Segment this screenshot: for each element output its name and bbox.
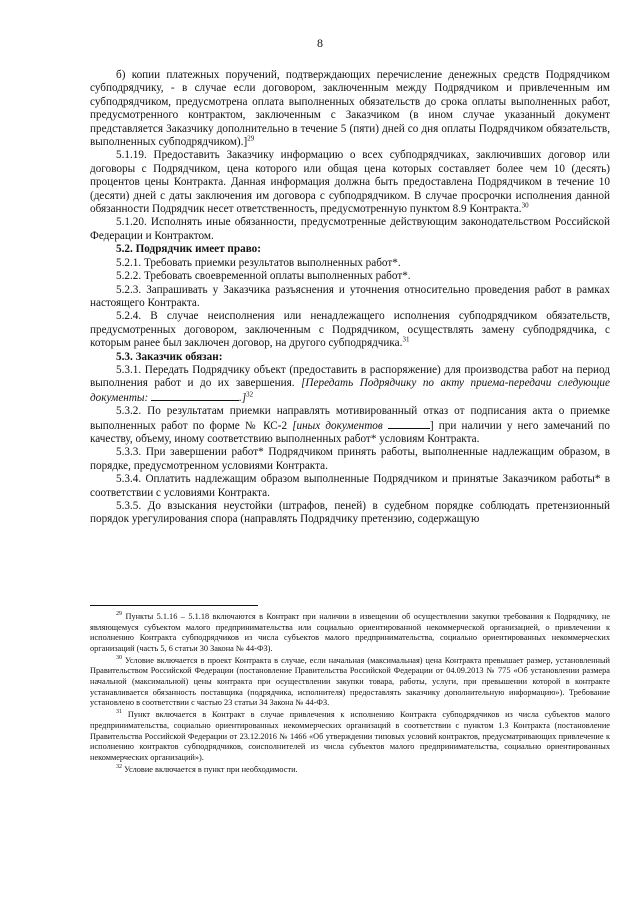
- footnote-32: $^{32}$ Условие включается в пункт при необходимости.: [116, 764, 298, 774]
- paragraph: 5.2.3. Запрашивать у Заказчика разъяснения и уточнения относительно проведения работ в рамках настоящего Контракта.: [90, 283, 610, 309]
- footnotes: [90, 612, 610, 777]
- footnote-number: 32: [116, 764, 122, 771]
- paragraph: 5.3.4. Оплатить надлежащим образом выполненные Подрядчиком и принятые Заказчиком работы* в соответствии с условиями Контракта.: [90, 473, 610, 499]
- document-body: [90, 69, 610, 527]
- footnote-ref-30[interactable]: 30: [521, 201, 529, 210]
- fill-in-blank[interactable]: [151, 391, 239, 401]
- paragraph-5-3-2: 5.3.2. По результатам приемки направлять мотивированный отказ от подписания акта о приемке выполненных работ по форме № КС-2 [иных документов ] при наличии у него замечаний по качеству, объему, иному соответствию выполненных работ* условиям Контракта.: [90, 405, 610, 445]
- footnote-ref-31[interactable]: 31: [402, 335, 410, 344]
- footnote-30: $^{30}$ Условие включается в проект Контракта в случае, если начальная (максимальная) цена Контракта превышает размер, установленный Правительством Российской Федерации (постановление Правительства Российской Федерации от 04.09.2013 № 775 «Об установлении размера начальной (максимальной) цены контракта при осуществлении закупки товара, работы, услуги, при превышении которой в контракте устанавливается обязанность поставщика (подрядчика, исполнителя) предоставлять заказчику дополнительную информацию»). Требование установлено в соответствии с частью 23 статьи 34 Закона № 44-ФЗ.: [90, 655, 610, 708]
- paragraph-5-3-1: 5.3.1. Передать Подрядчику объект (предоставить в распоряжение) для производства работ на период выполнения работ и до их завершения. [Передать Подрядчику по акту приема-передачи следующие документы: .]$^{32}$: [90, 363, 610, 404]
- paragraph: 5.3.3. При завершении работ* Подрядчиком принять работы, выполненные надлежащим образом, в порядке, предусмотренном условиями Контракта.: [90, 446, 610, 472]
- paragraph-group-clauses-5-3: [90, 446, 610, 526]
- paragraph: 5.1.19. Предоставить Заказчику информацию о всех субподрядчиках, заключивших договор или договоры с Подрядчиком, цена которого или общая цена которых составляет более чем 10 (десять) процентов цены Контракта. Данная информация должна быть предоставлена Подрядчиком в течение 10 (десяти) дней с даты заключения им договора с субподрядчиком. В случае просрочки исполнения данной обязанности Подрядчик несет ответственность, предусмотренную пунктом 8.9 Контракта.$^{30}$: [90, 149, 610, 216]
- paragraph: 5.1.20. Исполнять иные обязанности, предусмотренные действующим законодательством Российской Федерации и Контрактом.: [90, 216, 610, 242]
- footnote-number: 30: [116, 655, 122, 662]
- footnote-31: $^{31}$ Пункт включается в Контракт в случае привлечения к исполнению Контракта субподрядчиков из числа субъектов малого предпринимательства, социально ориентированных некоммерческих организаций в соответствии с пунктом 1.3 Контракта (постановление Правительства Российской Федерации от 23.12.2016 № 1466 «Об утверждении типовых условий контрактов, предусматривающих привлечение к исполнению контрактов субподрядчиков, соисполнителей из числа субъектов малого предпринимательства, социально ориентированных некоммерческих организаций»).: [90, 709, 611, 762]
- paragraph-group-clauses-5-1-5-2: [90, 69, 610, 364]
- fill-in-blank[interactable]: [388, 419, 430, 429]
- footnote-separator: [90, 605, 258, 606]
- paragraph: б) копии платежных поручений, подтверждающих перечисление денежных средств Подрядчиком субподрядчику, - в случае если договором, заключенным между Подрядчиком и привлеченным им субподрядчиком, предусмотрена оплата выполненных обязательств до срока оплаты выполненных работ, предусмотренного контрактом, заключенным с Заказчиком (в ином случае указанный документ представляется Заказчику дополнительно в течение 5 (пяти) дней со дня оплаты Подрядчиком обязательств, выполненных субподрядчиком).]$^{29}$: [90, 69, 610, 149]
- footnote-ref-29[interactable]: 29: [247, 134, 255, 143]
- bracketed-instruction: [иных документов: [292, 419, 388, 432]
- footnote-ref-32[interactable]: 32: [246, 390, 254, 399]
- page-number: 8: [317, 36, 323, 50]
- footnote-number: 29: [116, 611, 122, 618]
- paragraph: 5.2.1. Требовать приемки результатов выполненных работ*.: [116, 256, 401, 269]
- paragraph: 5.2.2. Требовать своевременной оплаты выполненных работ*.: [116, 270, 411, 283]
- section-heading: 5.3. Заказчик обязан:: [116, 350, 223, 363]
- paragraph: 5.2.4. В случае неисполнения или ненадлежащего исполнения субподрядчиком обязательств, предусмотренных договором, заключенным с Подрядчиком, осуществлять замену субподрядчика, с которым ранее был заключен договор, на другого субподрядчика.$^{31}$: [90, 310, 610, 350]
- section-heading: 5.2. Подрядчик имеет право:: [116, 243, 261, 256]
- paragraph: 5.3.5. До взыскания неустойки (штрафов, пеней) в судебном порядке соблюдать претензионный порядок урегулирования спора (направлять Подрядчику претензию, содержащую: [90, 500, 610, 526]
- bracketed-instruction: [Передать Подрядчику по акту приема-передачи следующие документы: .]: [90, 377, 610, 404]
- footnote-number: 31: [116, 709, 122, 716]
- footnote-29: $^{29}$ Пункты 5.1.16 – 5.1.18 включаются в Контракт при наличии в извещении об осуществлении закупки требования к Подрядчику, не являющемуся субъектом малого предпринимательства или социально ориентированной некоммерческой организацией, о привлечении к исполнению Контракта субподрядчиков из числа субъектов малого предпринимательства, социально ориентированных некоммерческих организаций (часть 5, 6 статьи 30 Закона № 44-ФЗ).: [90, 611, 610, 653]
